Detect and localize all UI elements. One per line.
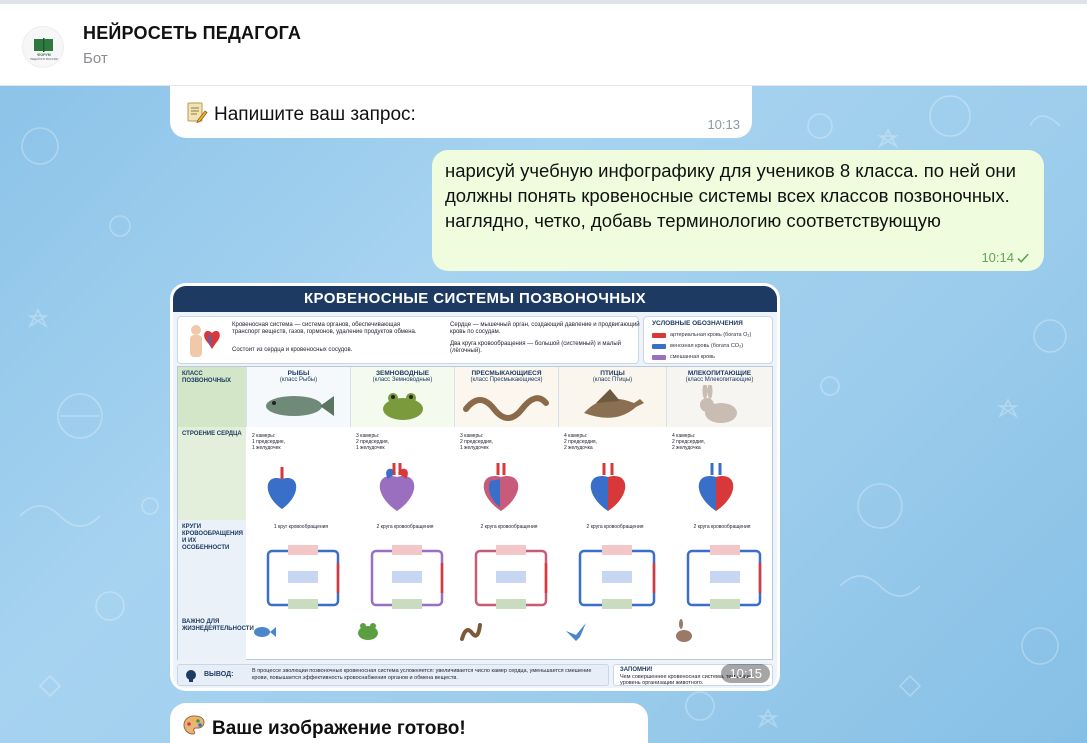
small-bird-icon (564, 621, 588, 643)
message-time: 10:14 (981, 250, 1014, 265)
book-logo-icon (23, 27, 64, 68)
legend-item: венозная кровь (богата CO₂) (652, 343, 743, 349)
column-mammals: МЛЕКОПИТАЮЩИЕ (класс Млекопитающие) (666, 367, 772, 427)
bot-message-prompt[interactable] (170, 86, 752, 138)
read-check-icon (1016, 251, 1030, 265)
fish-heart-icon (262, 463, 302, 511)
bot-message-image[interactable] (170, 283, 780, 691)
circulation-note: 2 круга кровообращения (376, 524, 434, 530)
circulation-note: 2 круга кровообращения (480, 524, 538, 530)
circulation-note: 2 круга кровообращения (693, 524, 751, 530)
amphibian-heart-icon (372, 459, 422, 513)
remember-label: ЗАПОМНИ! (620, 667, 653, 673)
conclusion-label: ВЫВОД: (204, 671, 234, 678)
heart-note: 3 камеры: 2 предсердия, 1 желудочек (460, 433, 494, 451)
bot-message-ready[interactable] (170, 703, 648, 743)
duck-icon (576, 385, 648, 425)
snake-icon (460, 389, 552, 423)
small-rabbit-icon (672, 619, 694, 643)
message-text: нарисуй учебную инфографику для учеников 8 класса. по ней они должны понять кровеносные системы всех классов позвоночных. наглядно, четко, добавь терминологию соответствующую (445, 160, 1016, 231)
bot-avatar[interactable] (22, 26, 64, 68)
info-text-2: Состоит из сердца и кровеносных сосудов. (232, 347, 353, 353)
bird-heart-icon (582, 459, 634, 513)
info-text-1: Кровеносная система — система органов, обеспечивающая транспорт веществ, газов, гормонов, удаление продуктов обмена. (232, 322, 417, 335)
remember-text: Чем совершеннее кровеносная система, тем выше уровень организации животного. (620, 674, 752, 686)
human-heart-icon (184, 323, 224, 359)
row-label-importance: ВАЖНО ДЛЯ ЖИЗНЕДЕЯТЕЛЬНОСТИ (178, 615, 246, 661)
chat-subtitle: Бот (83, 50, 108, 67)
circulation-note: 1 круг кровообращения (273, 524, 329, 530)
small-frog-icon (356, 621, 380, 641)
svg-text:ФОРУМ: ФОРУМ (37, 53, 51, 57)
poster-conclusion (177, 664, 609, 686)
info-text-4: Два круга кровообращения — большой (системный) и малый (лёгочный). (450, 341, 622, 354)
fish-icon (258, 389, 338, 423)
rabbit-icon (693, 385, 745, 425)
column-fish: РЫБЫ (класс Рыбы) (246, 367, 350, 427)
poster-title: КРОВЕНОСНЫЕ СИСТЕМЫ ПОЗВОНОЧНЫХ (173, 286, 777, 312)
legend-item: артериальная кровь (богата O₂) (652, 332, 751, 338)
message-time: 10:13 (707, 117, 740, 132)
legend-item: смешанная кровь (652, 354, 715, 360)
memo-emoji-icon (184, 100, 208, 130)
small-snake-icon (458, 621, 484, 643)
image-time-badge: 10:15 (721, 664, 770, 683)
circulation-note: 2 круга кровообращения (586, 524, 644, 530)
info-text-3: Сердце — мышечный орган, создающий давление и продвигающий кровь по сосудам. (450, 322, 640, 335)
heart-note: 2 камеры: 1 предсердие, 1 желудочек (252, 433, 286, 451)
mammal-heart-icon (690, 459, 742, 513)
message-text: Напишите ваш запрос: (214, 104, 416, 125)
palette-emoji-icon (182, 714, 206, 743)
row-label-heart: СТРОЕНИЕ СЕРДЦА (178, 427, 246, 520)
chat-title[interactable]: НЕЙРОСЕТЬ ПЕДАГОГА (83, 23, 302, 43)
poster-info-box (177, 316, 639, 364)
circulation-diagrams (258, 543, 762, 613)
svg-text:ПЕДАГОГИ РОССИИ: ПЕДАГОГИ РОССИИ (30, 57, 58, 61)
row-label-circulation: КРУГИ КРОВООБРАЩЕНИЯ И ИХ ОСОБЕННОСТИ (178, 520, 246, 615)
lightbulb-icon (184, 669, 198, 683)
row-label-class: КЛАСС ПОЗВОНОЧНЫХ (178, 367, 246, 427)
poster-table (177, 366, 773, 660)
heart-note: 3 камеры: 2 предсердия, 1 желудочек (356, 433, 390, 451)
reptile-heart-icon (476, 459, 526, 513)
heart-note: 4 камеры: 2 предсердия, 2 желудочка (564, 433, 598, 451)
heart-note: 4 камеры: 2 предсердия, 2 желудочка (672, 433, 706, 451)
conclusion-text: В процессе эволюции позвоночных кровеносная система усложняется: увеличивается число камер сердца, уменьшается смешение крови, повышается эффективность кровоснабжения органов и обмена веществ. (252, 668, 592, 681)
user-message-request[interactable] (432, 150, 1044, 271)
column-birds: ПТИЦЫ (класс Птицы) (558, 367, 666, 427)
column-reptiles: ПРЕСМЫКАЮЩИЕСЯ (класс Пресмыкающиеся) (454, 367, 558, 427)
frog-icon (373, 389, 433, 423)
infographic-image[interactable] (173, 286, 777, 688)
column-amphibians: ЗЕМНОВОДНЫЕ (класс Земноводные) (350, 367, 454, 427)
message-text: Ваше изображение готово! (212, 718, 466, 739)
small-fish-icon (252, 623, 276, 641)
poster-legend (643, 316, 773, 364)
legend-title: УСЛОВНЫЕ ОБОЗНАЧЕНИЯ (652, 320, 743, 327)
chat-header (0, 4, 1087, 86)
chat-area[interactable] (0, 86, 1087, 743)
